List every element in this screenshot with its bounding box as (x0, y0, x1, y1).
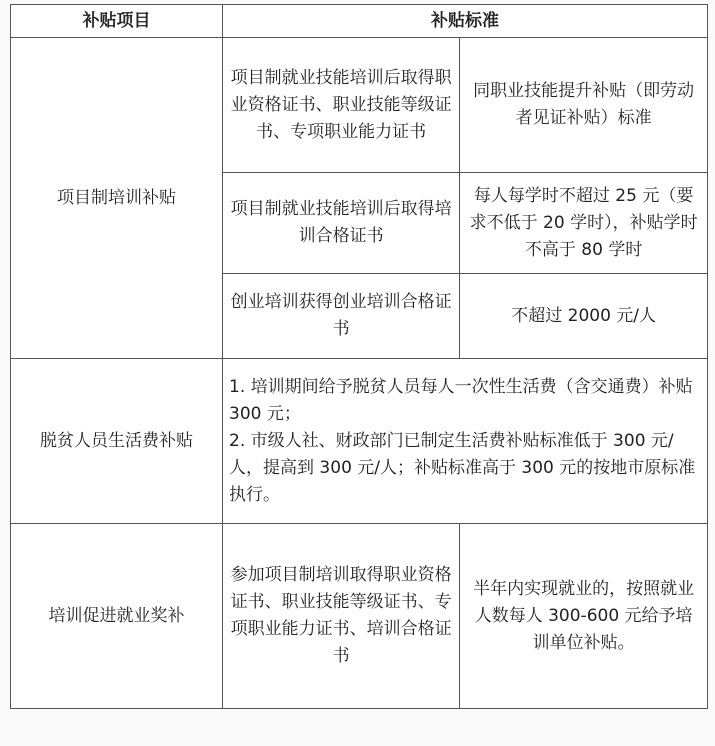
standard-line: 2. 市级人社、财政部门已制定生活费补贴标准低于 300 元/人，提高到 300 元/人；补贴标准高于 300 元的按地市原标准执行。 (229, 430, 696, 505)
category-cell: 培训促进就业奖补 (11, 524, 223, 709)
header-subsidy-standard: 补贴标准 (223, 5, 708, 38)
table-row (11, 38, 708, 173)
standard-cell: 每人每学时不超过 25 元（要求不低于 20 学时），补贴学时不高于 80 学时 (460, 173, 708, 274)
standard-cell (223, 359, 708, 524)
subsidy-table (10, 4, 708, 709)
standard-cell: 不超过 2000 元/人 (460, 274, 708, 359)
condition-cell: 项目制就业技能培训后取得培训合格证书 (223, 173, 460, 274)
condition-cell: 创业培训获得创业培训合格证书 (223, 274, 460, 359)
standard-cell: 半年内实现就业的，按照就业人数每人 300-600 元给予培训单位补贴。 (460, 524, 708, 709)
standard-line: 1. 培训期间给予脱贫人员每人一次性生活费（含交通费）补贴 300 元； (229, 376, 693, 424)
header-subsidy-item: 补贴项目 (11, 5, 223, 38)
header-row (11, 5, 708, 38)
condition-cell: 参加项目制培训取得职业资格证书、职业技能等级证书、专项职业能力证书、培训合格证书 (223, 524, 460, 709)
condition-cell: 项目制就业技能培训后取得职业资格证书、职业技能等级证书、专项职业能力证书 (223, 38, 460, 173)
category-cell: 脱贫人员生活费补贴 (11, 359, 223, 524)
table-row (11, 524, 708, 709)
category-cell: 项目制培训补贴 (11, 38, 223, 359)
table-row (11, 359, 708, 524)
standard-cell: 同职业技能提升补贴（即劳动者见证补贴）标准 (460, 38, 708, 173)
